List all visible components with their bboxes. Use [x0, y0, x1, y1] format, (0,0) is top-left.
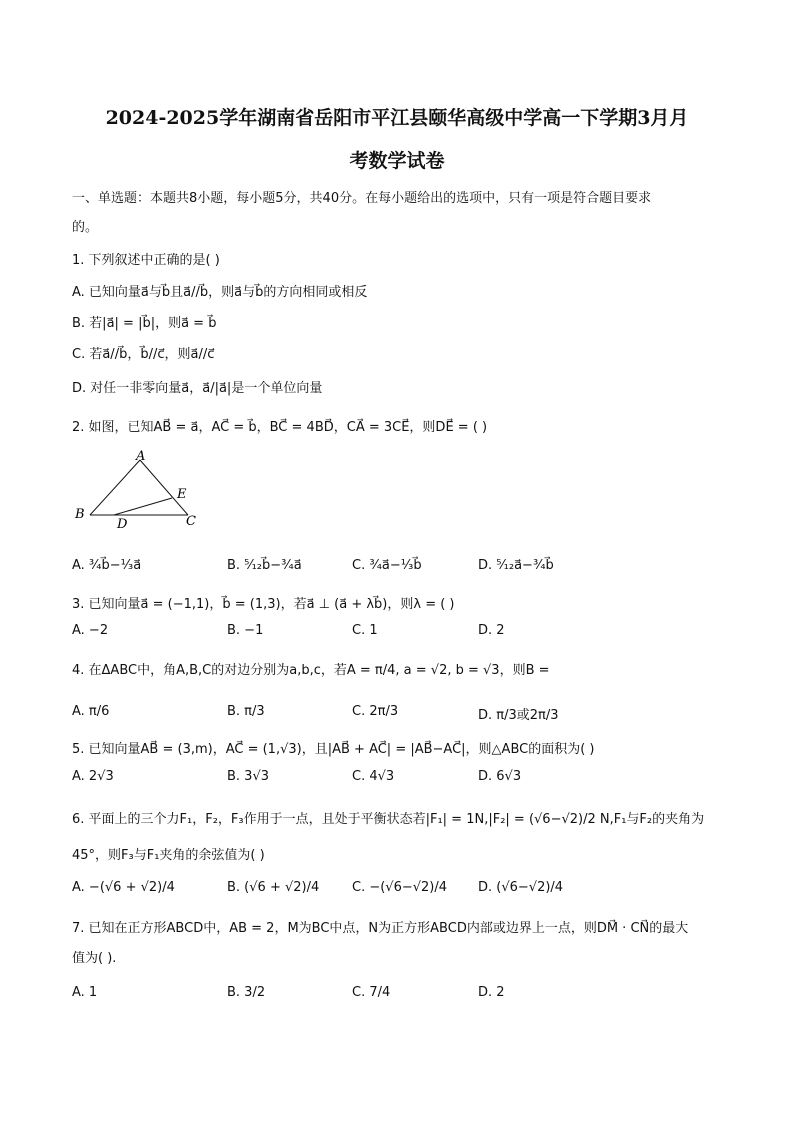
q6-stem-line1: 6. 平面上的三个力F₁，F₂，F₃作用于一点，且处于平衡状态若|F₁| = 1N,|F₂| = (√6−√2)/2 N,F₁与F₂的夹角为 [72, 812, 705, 827]
q7-option-a: A. 1 [72, 985, 98, 1000]
q5-stem: 5. 已知向量AB⃗ = (3,m)，AC⃗ = (1,√3)，且|AB⃗ + AC⃗| = |AB⃗−AC⃗|，则△ABC的面积为( ) [72, 742, 595, 757]
q1-option-d: D. 对任一非零向量a⃗，a⃗/|a⃗|是一个单位向量 [72, 381, 323, 396]
q3-option-b: B. −1 [227, 623, 264, 638]
section-intro-line2: 的。 [72, 220, 99, 235]
q3-stem: 3. 已知向量a⃗ = (−1,1)，b⃗ = (1,3)，若a⃗ ⊥ (a⃗ + λb⃗)，则λ = ( ) [72, 597, 455, 612]
q4-option-d: D. π/3或2π/3 [478, 708, 559, 723]
q5-option-c: C. 4√3 [352, 769, 395, 784]
q6-option-b: B. (√6 + √2)/4 [227, 880, 320, 895]
q3-option-a: A. −2 [72, 623, 109, 638]
exam-title-line1: 2024-2025学年湖南省岳阳市平江县颐华高级中学高一下学期3月月 [105, 107, 689, 129]
q1-option-a: A. 已知向量a⃗与b⃗且a⃗//b⃗，则a⃗与b⃗的方向相同或相反 [72, 285, 368, 300]
q7-option-b: B. 3/2 [227, 985, 266, 1000]
q2-option-b: B. ⁵⁄₁₂b⃗−³⁄₄a⃗ [227, 558, 302, 573]
q4-stem: 4. 在ΔABC中，角A,B,C的对边分别为a,b,c，若A = π/4, a = √2, b = √3，则B = [72, 663, 550, 678]
triangle-figure [70, 448, 210, 533]
q1-stem: 1. 下列叙述中正确的是( ) [72, 253, 220, 268]
q5-option-d: D. 6√3 [478, 769, 522, 784]
q1-option-c: C. 若a⃗//b⃗，b⃗//c⃗，则a⃗//c⃗ [72, 347, 215, 362]
figure-label-c: C [186, 514, 196, 529]
figure-label-d: D [117, 517, 128, 532]
q4-option-a: A. π/6 [72, 704, 110, 719]
figure-label-e: E [177, 487, 187, 502]
figure-label-b: B [75, 507, 85, 522]
q7-stem-line2: 值为( ). [72, 951, 117, 966]
figure-label-a: A [136, 449, 146, 464]
q1-option-b: B. 若|a⃗| = |b⃗|，则a⃗ = b⃗ [72, 316, 217, 331]
q6-option-d: D. (√6−√2)/4 [478, 880, 564, 895]
q7-option-c: C. 7/4 [352, 985, 391, 1000]
section-intro-line1: 一、单选题：本题共8小题，每小题5分，共40分。在每小题给出的选项中，只有一项是符合题目要求 [72, 191, 652, 206]
q5-option-b: B. 3√3 [227, 769, 270, 784]
exam-title-line2: 考数学试卷 [349, 150, 445, 172]
q2-option-c: C. ³⁄₄a⃗−¹⁄₃b⃗ [352, 558, 422, 573]
q5-option-a: A. 2√3 [72, 769, 114, 784]
q4-option-c: C. 2π/3 [352, 704, 399, 719]
q2-option-a: A. ³⁄₄b⃗−¹⁄₃a⃗ [72, 558, 142, 573]
q2-option-d: D. ⁵⁄₁₂a⃗−³⁄₄b⃗ [478, 558, 554, 573]
q7-option-d: D. 2 [478, 985, 505, 1000]
q3-option-d: D. 2 [478, 623, 505, 638]
q3-option-c: C. 1 [352, 623, 378, 638]
q7-stem-line1: 7. 已知在正方形ABCD中，AB = 2，M为BC中点，N为正方形ABCD内部或边界上一点，则DM⃗ · CN⃗的最大 [72, 921, 689, 936]
q6-stem-line2: 45°，则F₃与F₁夹角的余弦值为( ) [72, 848, 265, 863]
q4-option-b: B. π/3 [227, 704, 265, 719]
q6-option-c: C. −(√6−√2)/4 [352, 880, 448, 895]
q6-option-a: A. −(√6 + √2)/4 [72, 880, 175, 895]
q2-stem: 2. 如图，已知AB⃗ = a⃗，AC⃗ = b⃗，BC⃗ = 4BD⃗，CA⃗ = 3CE⃗，则DE⃗ = ( ) [72, 420, 488, 435]
